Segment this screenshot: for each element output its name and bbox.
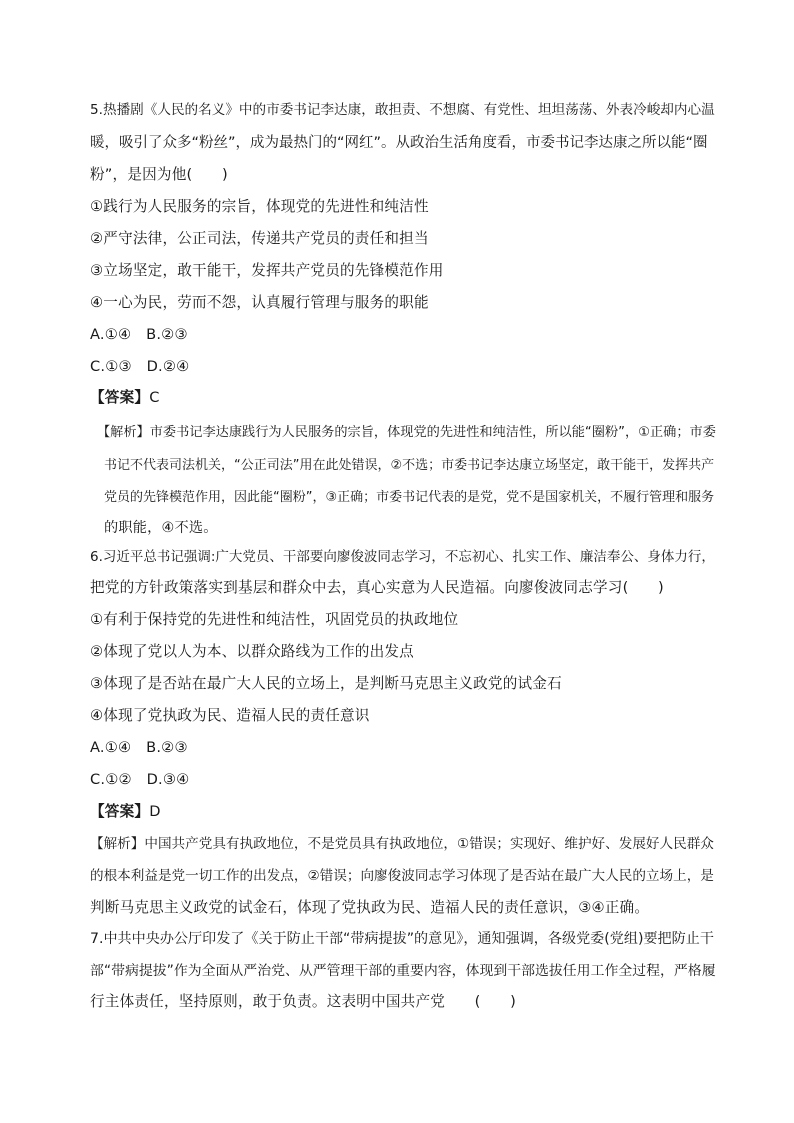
statement-1: ①有利于保持党的先进性和纯洁性，巩固党员的执政地位 [90,611,459,628]
question-stem-line: 5.热播剧《人民的名义》中的市委书记李达康，敢担责、不想腐、有党性、坦坦荡荡、外表冷峻却内心温 [90,102,715,118]
question-stem-line: 暖，吸引了众多“粉丝”，成为最热门的“网红”。从政治生活角度看，市委书记李达康之所以能“圈 [90,135,708,151]
question-stem-line: 6.习近平总书记强调:广大党员、干部要向廖俊波同志学习，不忘初心、扎实工作、廉洁奉公、身体力行， [90,549,715,565]
analysis-line: 的职能，④不选。 [104,520,218,536]
analysis-line: 党员的先锋模范作用，因此能“圈粉”，③正确；市委书记代表的是党，党不是国家机关，不履行管理和服务 [104,490,715,505]
answer-value: C [149,389,160,406]
question-stem-line: 把党的方针政策落实到基层和群众中去，真心实意为人民造福。向廖俊波同志学习( ) [90,579,664,596]
options-row-ab: A.①④ B.②③ [90,739,188,756]
options-row-cd: C.①③ D.②④ [90,358,190,375]
statement-3: ③体现了是否站在最广大人民的立场上，是判断马克思主义政党的试金石 [90,675,562,692]
analysis-line: 的根本利益是党一切工作的出发点，②错误；向廖俊波同志学习体现了是否站在最广大人民的立场上，是 [90,868,714,884]
statement-2: ②体现了党以人为本、以群众路线为工作的出发点 [90,643,414,660]
analysis-line: 书记不代表司法机关，“公正司法”用在此处错误，②不选；市委书记李达康立场坚定，敢干能干，发挥共产 [104,458,715,473]
statement-2: ②严守法律，公正司法，传递共产党员的责任和担当 [90,230,429,247]
answer-label: 【答案】 [90,803,150,820]
question-stem-line: 7.中共中央办公厅印发了《关于防止干部“带病提拔”的意见》，通知强调，各级党委(党组)要把防止干 [90,931,714,947]
analysis-line: 【解析】市委书记李达康践行为人民服务的宗旨，体现党的先进性和纯洁性，所以能“圈粉”，①正确；市委 [97,425,716,440]
options-row-cd: C.①② D.③④ [90,771,190,788]
statement-1: ①践行为人民服务的宗旨，体现党的先进性和纯洁性 [90,198,429,215]
answer-line [90,802,161,822]
answer-label: 【答案】 [90,389,150,406]
question-stem-line: 部“带病提拔”作为全面从严治党、从严管理干部的重要内容，体现到干部选拔任用工作全过程，严格履 [90,963,716,979]
answer-line [90,388,160,408]
question-stem-line: 行主体责任，坚持原则，敢于负责。这表明中国共产党 ( ) [90,993,517,1010]
analysis-line: 【解析】中国共产党具有执政地位，不是党员具有执政地位，①错误；实现好、维护好、发展好人民群众 [90,836,714,852]
options-row-ab: A.①④ B.②③ [90,326,188,343]
statement-4: ④体现了党执政为民、造福人民的责任意识 [90,707,370,724]
statement-4: ④一心为民，劳而不怨，认真履行管理与服务的职能 [90,294,429,311]
statement-3: ③立场坚定，敢干能干，发挥共产党员的先锋模范作用 [90,262,444,279]
analysis-line: 判断马克思主义政党的试金石，体现了党执政为民、造福人民的责任意识，③④正确。 [90,899,650,916]
question-stem-line: 粉”，是因为他( ) [90,166,228,183]
answer-value: D [149,803,161,820]
